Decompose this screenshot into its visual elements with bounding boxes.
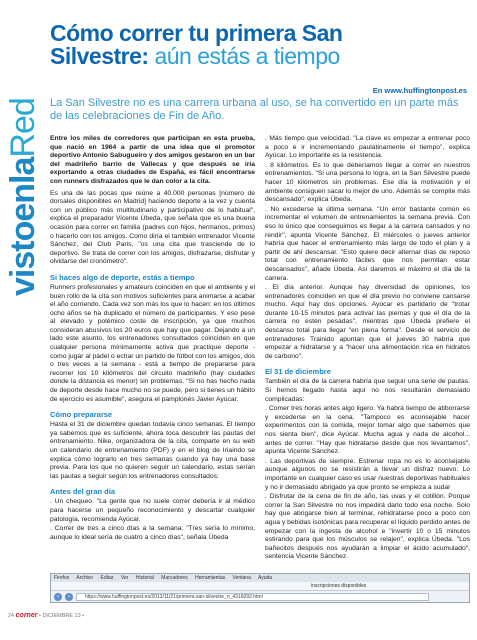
paragraph: . Disfrutar de la cena de fin de año, las uvas y el cotillón. Porque correr la San Silvestre no nos impedirá darlo todo esa noche. Solo hay que abrigarse bien al terminar, rehidratarse poco a poco con agua y bebidas isotónicas para recuperar el líquido perdido antes de empezar con la ingesta de alcohol e "invertir 10 o 15 minutos estirando para que los músculos se relajen", explica Úbeda. "Los bañecitos después nos ayudarán a limpiar el ácido acumulado", sentencia Vicente Sánchez.: [265, 493, 470, 561]
paragraph: . No excederse la última semana. "Un error bastante común es incrementar el volumen de entrenamientos la semana previa. Con eso lo único que conseguimos es llegar a la carrera cansados y no rendir", apunta Vicente Sánchez. El miércoles o jueves anterior habría que hacer el entrenamiento más largo de todo el plan y a partir de ahí descansar. "Esto quiere decir alternar días de reposo total con entrenamiento fáciles que nos permitan estar descansados", añade Úbeda. Así daremos el máximo el día de la carrera.: [265, 205, 470, 282]
menu-item[interactable]: Herramientas: [195, 575, 226, 581]
menu-item[interactable]: Firefox: [54, 575, 70, 581]
browser-screenshot: [50, 573, 470, 603]
paragraph: . Más tiempo que velocidad. "La clave es empezar a entrenar poco a poco e ir incrementando paulatinamente el tiempo", explica Ayúcar. Lo importante es la resistencia.: [265, 135, 470, 160]
left-column: [50, 135, 255, 543]
side-title-light: Red: [4, 98, 42, 158]
paragraph: . El día anterior. Aunque hay diversidad de opiniones, los entrenadores coinciden en que el día previo no conviene cansarse mucho. Aquí hay dos opciones. Ayúcar es partidario de "trotar durante 10-15 minutos para activar las piernas y que el día de la carrera no estén pesadas", mientras que Úbeda prefiere el descanso total para llegar "en plena forma". Desde el servicio de entrenadores Trainido apuntan que el jueves 30 habría que empezar a hidratarse y a "hacer una alimentación rica en hidratos de carbono".: [265, 284, 470, 360]
menu-item[interactable]: Ventana: [232, 575, 251, 581]
back-arrow-icon[interactable]: ‹: [54, 593, 62, 601]
url-input[interactable]: https://www.huffingtonpost.es/2013/11/21/primera-san-silvestre_n_4316092.html: [76, 593, 429, 601]
menu-item[interactable]: Archivo: [76, 575, 94, 581]
paragraph: También el día de la carrera habría que seguir una serie de pautas. Si hemos llegado hasta aquí no nos resultarán demasiado complicadas:: [265, 378, 470, 403]
section-heading: Si haces algo de deporte, estás a tiempo: [50, 272, 195, 282]
paragraph: . Correr de tres a cinco días a la semana: "Tres sería lo mínimo, aunque lo ideal sería de cuatro a cinco días", señala Úbeda: [50, 525, 255, 541]
source-link[interactable]: En www.huffingtonpost.es: [372, 86, 467, 95]
article-subhead: La San Silvestre no es una carrera urbana al uso, se ha convertido en un parte más de las celebraciones de Fin de Año.: [50, 97, 459, 122]
paragraph: Es una de las pocas que reúne a 40.000 personas [número de dorsales disponibles en Madrid] haciendo deporte a la vez y cuenta con un público más multitudinario y participativo de lo habitual", explica el preparador Vicente Úbeda, que señala que es una buena ocasión para correr en familia (padres con hijos, hermanos, primos) o hacerlo con los amigos. Como diría el también entrenador Vicente Sánchez, del Club Paris, "os una cita que trasciende de lo deportivo. Se trata de correr con los amigos, disfrazarse, disfrutar y olvidarse del cronómetro".: [50, 189, 255, 266]
page-number: 24: [8, 613, 15, 619]
menu-item[interactable]: Ver: [120, 575, 129, 581]
page-footer: [8, 612, 84, 619]
section-heading: Cómo prepararse: [50, 410, 113, 420]
article-headline: [50, 22, 380, 68]
magazine-brand: corner: [15, 612, 38, 619]
paragraph: . Comer tres horas antes algo ligero. Ya habrá tiempo de atiborrarse y excederse en la cena. "Tampoco es aconsejable hacer experimentos con la comida, mejor tomar algo que sabemos que nos sienta bien", dice Ayúcar. Mucha agua y nada de alcohol... antes de correr. "Hay que hidratarse desde que nos levantamos", apunta Vicente Sánchez.: [265, 405, 470, 456]
right-column: [265, 135, 470, 563]
browser-menu-bar: [51, 574, 469, 582]
headline-light: aún estás a tiempo: [154, 43, 340, 69]
section-heading: Antes del gran día: [50, 487, 116, 497]
issue-date: • DICIEMBRE 13 •: [38, 613, 85, 619]
menu-item[interactable]: Editar: [100, 575, 114, 581]
forward-arrow-icon[interactable]: ›: [65, 593, 73, 601]
lede-paragraph: Entre los miles de corredores que participan en esta prueba, que nació en 1964 a partir de una idea que el promotor deportivo Antonio Sabugueiro y dos amigos gestaron en un bar del madrileño barrio de Vallecas y que después se iría exportando a otras ciudades de España, es fácil encontrarse con runners disfrazados que le dan color a la cita.: [50, 135, 255, 185]
side-title: [4, 14, 42, 296]
paragraph: . Un chequeo. "La gente que no suele correr debería ir al médico para hacerse un pequeño reconocimiento y descartar cualquier patología, recomienda Ayúcar.: [50, 498, 255, 523]
headline-main: Cómo correr tu primera San Silvestre:: [50, 20, 343, 69]
menu-item[interactable]: Historial: [135, 575, 154, 581]
menu-item[interactable]: Ayuda: [257, 575, 273, 581]
browser-tab[interactable]: inscripciones disponibles: [51, 582, 469, 591]
paragraph: . Las deportivas de siempre. Estrenar ropa no es lo aconsejable aunque algunos no se resistirán a llevar un disfraz nuevo. Lo importante en cualquier caso es usar nuestras deportivas habituales y no ir demasiado abrigado ya que pronto se empieza a sudar: [265, 457, 470, 491]
section-heading: El 31 de diciembre: [265, 367, 331, 377]
paragraph: Hasta el 31 de diciembre quedan todavía cinco semanas. El tiempo ya sabemos que es suficiente, ahora toca descubrir las pautas del entrenamiento. Nike, organizadora de la cita, comparte en su web un calendario de entrenamiento (PDF) y en el blog de Iriaindo se explica cómo lograrlo en tres semanas cuando ya hay una base previa. Para los que no quieren seguir un calendario, estas serían las pautas a seguir según los entrenadores consultados:: [50, 421, 255, 480]
paragraph: Runners profesionales y amateurs coinciden en que el ambiente y el buen rollo de la cita son motivos suficientes para animarse a acabar el año corriendo. Cada vez son más los que lo hacen: en los últimos ocho años se ha duplicado el número de participantes. Y eso pese al elevado y polémico coste de inscripción, ya que muchos consideran abusivos los 20 euros que hay que pagar. Dejando a un lado este asunto, los entrenadores consultados coinciden en que cualquier persona mínimamente activa que practique deporte - como jugar al pádel o echar un partido de fútbol con los amigos, dos o tres veces a la semana - está a tiempo de prepararse para recorrer los 10 kilómetros del circuito madrileño (hay ciudades donde la distancia es menor) sin problemas. "Si no has hecho nada de deporte desde hace mucho no se puede, pero si tienes un hábito de ejercicio es asumible", asegura el pamplonés Javier Ayúcar.: [50, 283, 255, 403]
browser-url-bar: [51, 591, 469, 602]
paragraph: . 8 kilómetros. Es lo que deberíamos llegar a correr en nuestros entrenamientos. "Si una persona lo logra, en la San Silvestre puede hacer 10 kilómetros sin problemas. Ese día la motivación y el ambiente consiguen sacar lo mejor de uno. Además se compite más descansado", explica Úbeda.: [265, 161, 470, 204]
menu-item[interactable]: Marcadores: [161, 575, 188, 581]
side-title-bold: vistoenla: [4, 157, 42, 296]
